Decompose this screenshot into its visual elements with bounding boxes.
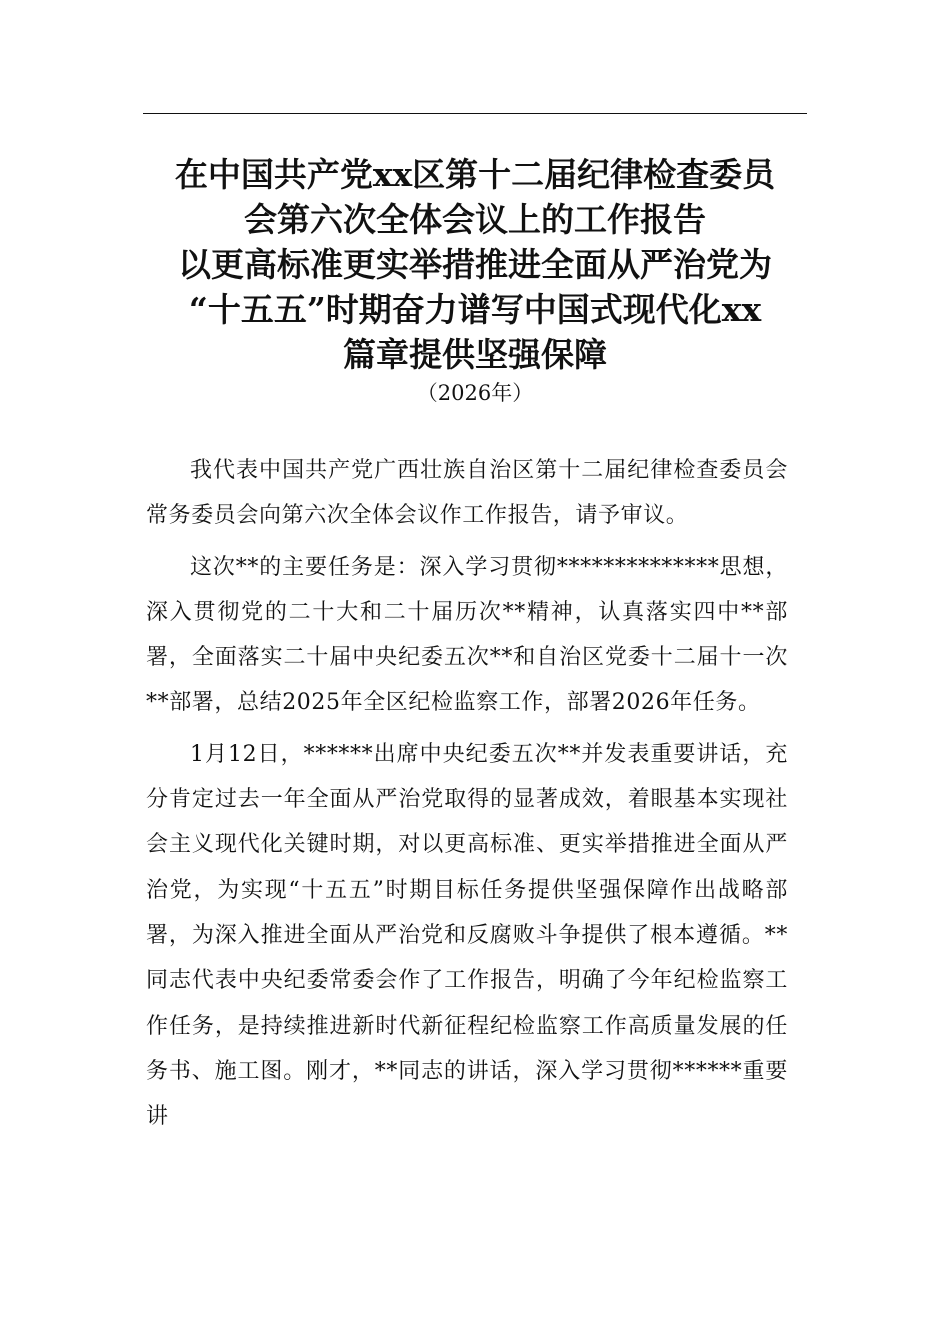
paragraph-3: 1月12日，******出席中央纪委五次**并发表重要讲话，充分肯定过去一年全面从严治党取得的显著成效，着眼基本实现社会主义现代化关键时期，对以更高标准、更实举措推进全面从严治党，为实现“十五五”时期目标任务提供坚强保障作出战略部署，为深入推进全面从严治党和反腐败斗争提供了根本遵循。**同志代表中央纪委常委会作了工作报告，明确了今年纪检监察工作任务，是持续推进新时代新征程纪检监察工作高质量发展的任务书、施工图。刚才，**同志的讲话，深入学习贯彻******重要讲 — [146, 741, 788, 1130]
document-year: （2026年） — [416, 381, 534, 405]
paragraph-1: 我代表中国共产党广西壮族自治区第十二届纪律检查委员会常务委员会向第六次全体会议作工作报告，请予审议。 — [146, 458, 788, 529]
document-body — [146, 448, 788, 1145]
title-line-5: 篇章提供坚强保障 — [343, 335, 607, 374]
document-title — [120, 152, 830, 407]
title-line-1: 在中国共产党xx区第十二届纪律检查委员 — [174, 155, 776, 194]
header-rule — [143, 113, 807, 114]
title-line-2: 会第六次全体会议上的工作报告 — [244, 200, 706, 239]
title-line-3: 以更高标准更实举措推进全面从严治党为 — [178, 245, 772, 284]
title-line-4: “十五五”时期奋力谱写中国式现代化xx — [188, 290, 762, 329]
paragraph-2: 这次**的主要任务是：深入学习贯彻**************思想，深入贯彻党的二十大和二十届历次**精神，认真落实四中**部署，全面落实二十届中央纪委五次**和自治区党委十二届十一次**部署，总结2025年全区纪检监察工作，部署2026年任务。 — [146, 554, 788, 716]
